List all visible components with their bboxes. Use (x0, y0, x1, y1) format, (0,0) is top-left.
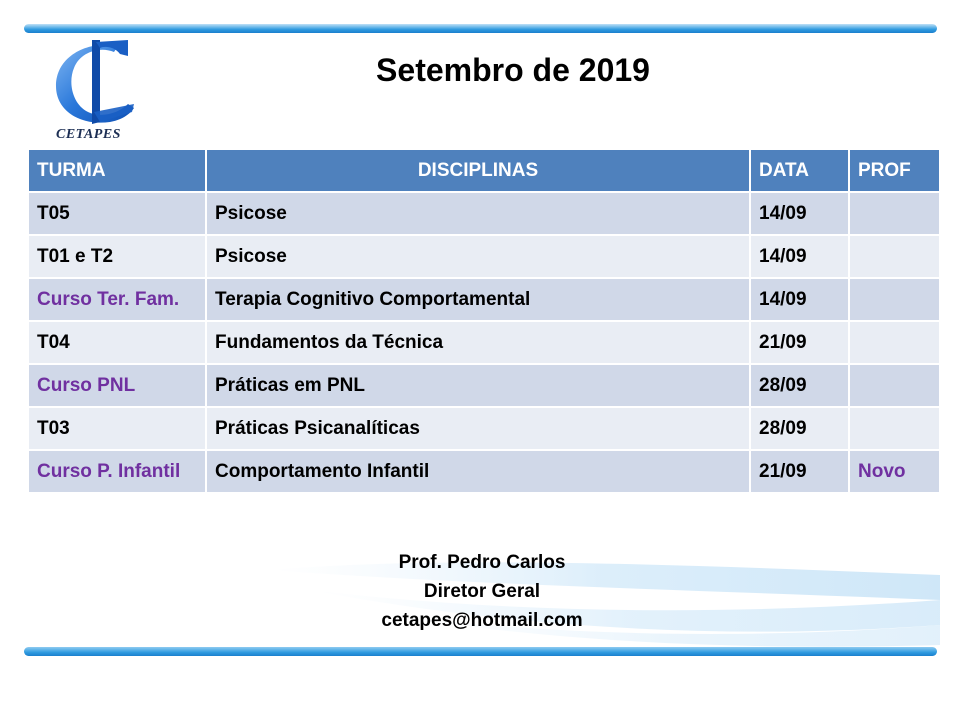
footer-email: cetapes@hotmail.com (381, 610, 583, 631)
footer-signature (0, 548, 960, 635)
table-row (28, 321, 940, 364)
cell-disciplina: Terapia Cognitivo Comportamental (206, 278, 750, 321)
table-row (28, 278, 940, 321)
cell-prof (849, 278, 940, 321)
footer-name: Prof. Pedro Carlos (398, 552, 566, 573)
cell-turma: T01 e T2 (28, 235, 206, 278)
cell-data: 14/09 (750, 192, 849, 235)
top-decorative-bar (24, 24, 937, 33)
cell-disciplina: Práticas em PNL (206, 364, 750, 407)
cell-data: 14/09 (750, 235, 849, 278)
cell-disciplina: Fundamentos da Técnica (206, 321, 750, 364)
logo-text: CETAPES (56, 127, 121, 142)
cell-prof (849, 407, 940, 450)
cell-turma: Curso PNL (28, 364, 206, 407)
cell-data: 14/09 (750, 278, 849, 321)
table-row (28, 450, 940, 493)
footer-role: Diretor Geral (423, 581, 541, 602)
cell-disciplina: Práticas Psicanalíticas (206, 407, 750, 450)
header-disciplinas: DISCIPLINAS (206, 149, 750, 192)
cell-data: 21/09 (750, 321, 849, 364)
header-data: DATA (750, 149, 849, 192)
table-row (28, 407, 940, 450)
cell-disciplina: Comportamento Infantil (206, 450, 750, 493)
cell-prof (849, 192, 940, 235)
cell-turma: Curso P. Infantil (28, 450, 206, 493)
header-prof: PROF (849, 149, 940, 192)
cell-turma: T03 (28, 407, 206, 450)
page-title: Setembro de 2019 (376, 52, 650, 88)
header-turma: TURMA (28, 149, 206, 192)
cell-prof (849, 364, 940, 407)
table-header-row (28, 149, 940, 192)
cell-prof (849, 235, 940, 278)
table-row (28, 364, 940, 407)
cell-turma: Curso Ter. Fam. (28, 278, 206, 321)
table-row (28, 235, 940, 278)
cell-turma: T04 (28, 321, 206, 364)
cell-data: 21/09 (750, 450, 849, 493)
cell-data: 28/09 (750, 364, 849, 407)
cell-disciplina: Psicose (206, 235, 750, 278)
cell-data: 28/09 (750, 407, 849, 450)
schedule-table (27, 148, 941, 494)
table-row (28, 192, 940, 235)
cell-turma: T05 (28, 192, 206, 235)
cell-prof: Novo (849, 450, 940, 493)
cell-disciplina: Psicose (206, 192, 750, 235)
cell-prof (849, 321, 940, 364)
bottom-decorative-bar (24, 647, 937, 656)
